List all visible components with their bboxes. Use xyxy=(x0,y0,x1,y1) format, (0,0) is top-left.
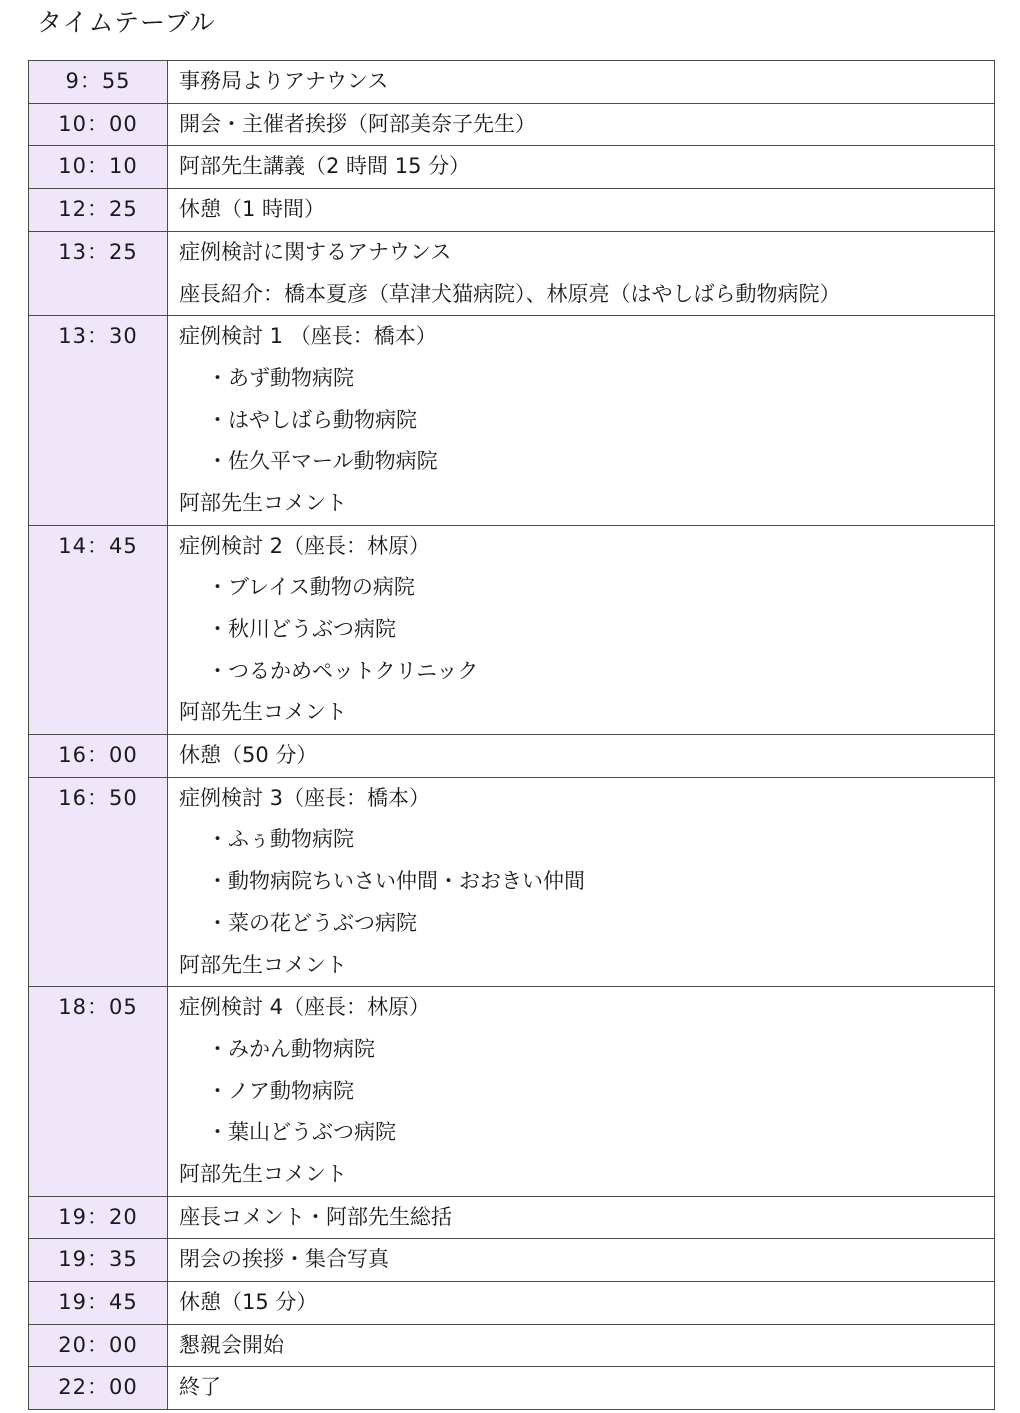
program-line: 阿部先生コメント xyxy=(179,490,347,515)
program-line: 阿部先生コメント xyxy=(179,1161,347,1186)
program-cell xyxy=(168,1196,995,1239)
table-row xyxy=(29,189,995,232)
time-cell: 14：45 xyxy=(29,525,168,734)
program-cell xyxy=(168,231,995,315)
table-row xyxy=(29,777,995,986)
program-cell xyxy=(168,777,995,986)
time-cell: 22：00 xyxy=(29,1367,168,1410)
timetable-body xyxy=(29,61,995,1410)
program-line: 開会・主催者挨拶（阿部美奈子先生） xyxy=(179,111,536,136)
table-row xyxy=(29,735,995,778)
program-line: 休憩（50 分） xyxy=(179,743,318,768)
program-cell xyxy=(168,61,995,104)
table-row xyxy=(29,103,995,146)
presenter-item: ・ブレイス動物の病院 xyxy=(207,575,415,600)
table-row xyxy=(29,1282,995,1325)
program-cell xyxy=(168,146,995,189)
table-row xyxy=(29,1324,995,1367)
presenter-item: ・はやしばら動物病院 xyxy=(207,407,417,432)
program-cell xyxy=(168,1324,995,1367)
page-title: タイムテーブル xyxy=(37,8,216,37)
presenter-item: ・ふぅ動物病院 xyxy=(207,827,354,852)
time-cell: 10：00 xyxy=(29,103,168,146)
program-cell xyxy=(168,1239,995,1282)
time-cell: 16：50 xyxy=(29,777,168,986)
time-cell: 9：55 xyxy=(29,61,168,104)
timetable xyxy=(28,60,995,1410)
program-line: 終了 xyxy=(179,1375,221,1400)
time-cell: 19：20 xyxy=(29,1196,168,1239)
table-row xyxy=(29,231,995,315)
program-cell xyxy=(168,316,995,525)
table-row xyxy=(29,1367,995,1410)
table-row xyxy=(29,1196,995,1239)
time-cell: 13：25 xyxy=(29,231,168,315)
presenter-item: ・あず動物病院 xyxy=(207,365,354,390)
presenter-item: ・葉山どうぶつ病院 xyxy=(207,1120,396,1145)
table-row xyxy=(29,146,995,189)
program-line: 症例検討 1 （座長：橋本） xyxy=(179,324,437,349)
table-row xyxy=(29,1239,995,1282)
program-line: 事務局よりアナウンス xyxy=(179,69,389,93)
table-row xyxy=(29,525,995,734)
program-line: 阿部先生講義（2 時間 15 分） xyxy=(179,154,471,179)
program-line: 懇親会開始 xyxy=(179,1332,284,1357)
presenter-item: ・菜の花どうぶつ病院 xyxy=(207,910,417,935)
program-cell xyxy=(168,525,995,734)
program-line: 休憩（15 分） xyxy=(179,1290,318,1315)
time-cell: 13：30 xyxy=(29,316,168,525)
program-cell xyxy=(168,735,995,778)
time-cell: 18：05 xyxy=(29,987,168,1196)
time-cell: 16：00 xyxy=(29,735,168,778)
program-line: 座長コメント・阿部先生総括 xyxy=(179,1204,452,1229)
table-row xyxy=(29,987,995,1196)
program-line: 阿部先生コメント xyxy=(179,952,347,977)
program-line: 阿部先生コメント xyxy=(179,700,347,725)
time-cell: 19：35 xyxy=(29,1239,168,1282)
program-line: 症例検討 4（座長：林原） xyxy=(179,995,431,1020)
program-cell xyxy=(168,103,995,146)
presenter-item: ・動物病院ちいさい仲間・おおきい仲間 xyxy=(207,869,585,894)
program-line: 閉会の挨拶・集合写真 xyxy=(179,1247,389,1272)
program-cell xyxy=(168,987,995,1196)
presenter-item: ・佐久平マール動物病院 xyxy=(207,449,438,474)
program-line: 症例検討に関するアナウンス xyxy=(179,239,452,264)
program-cell xyxy=(168,1367,995,1410)
program-line: 症例検討 3（座長：橋本） xyxy=(179,785,431,810)
presenter-item: ・ノア動物病院 xyxy=(207,1078,354,1103)
table-row xyxy=(29,316,995,525)
table-row xyxy=(29,61,995,104)
presenter-item: ・秋川どうぶつ病院 xyxy=(207,617,396,641)
program-cell xyxy=(168,1282,995,1325)
program-line: 座長紹介：橋本夏彦（草津犬猫病院）、林原亮（はやしばら動物病院） xyxy=(179,281,841,306)
program-cell xyxy=(168,189,995,232)
program-line: 休憩（1 時間） xyxy=(179,197,326,222)
presenter-item: ・みかん動物病院 xyxy=(207,1036,375,1061)
time-cell: 12：25 xyxy=(29,189,168,232)
time-cell: 20：00 xyxy=(29,1324,168,1367)
program-line: 症例検討 2（座長：林原） xyxy=(179,533,431,558)
time-cell: 19：45 xyxy=(29,1282,168,1325)
presenter-item: ・つるかめペットクリニック xyxy=(207,658,479,683)
time-cell: 10：10 xyxy=(29,146,168,189)
